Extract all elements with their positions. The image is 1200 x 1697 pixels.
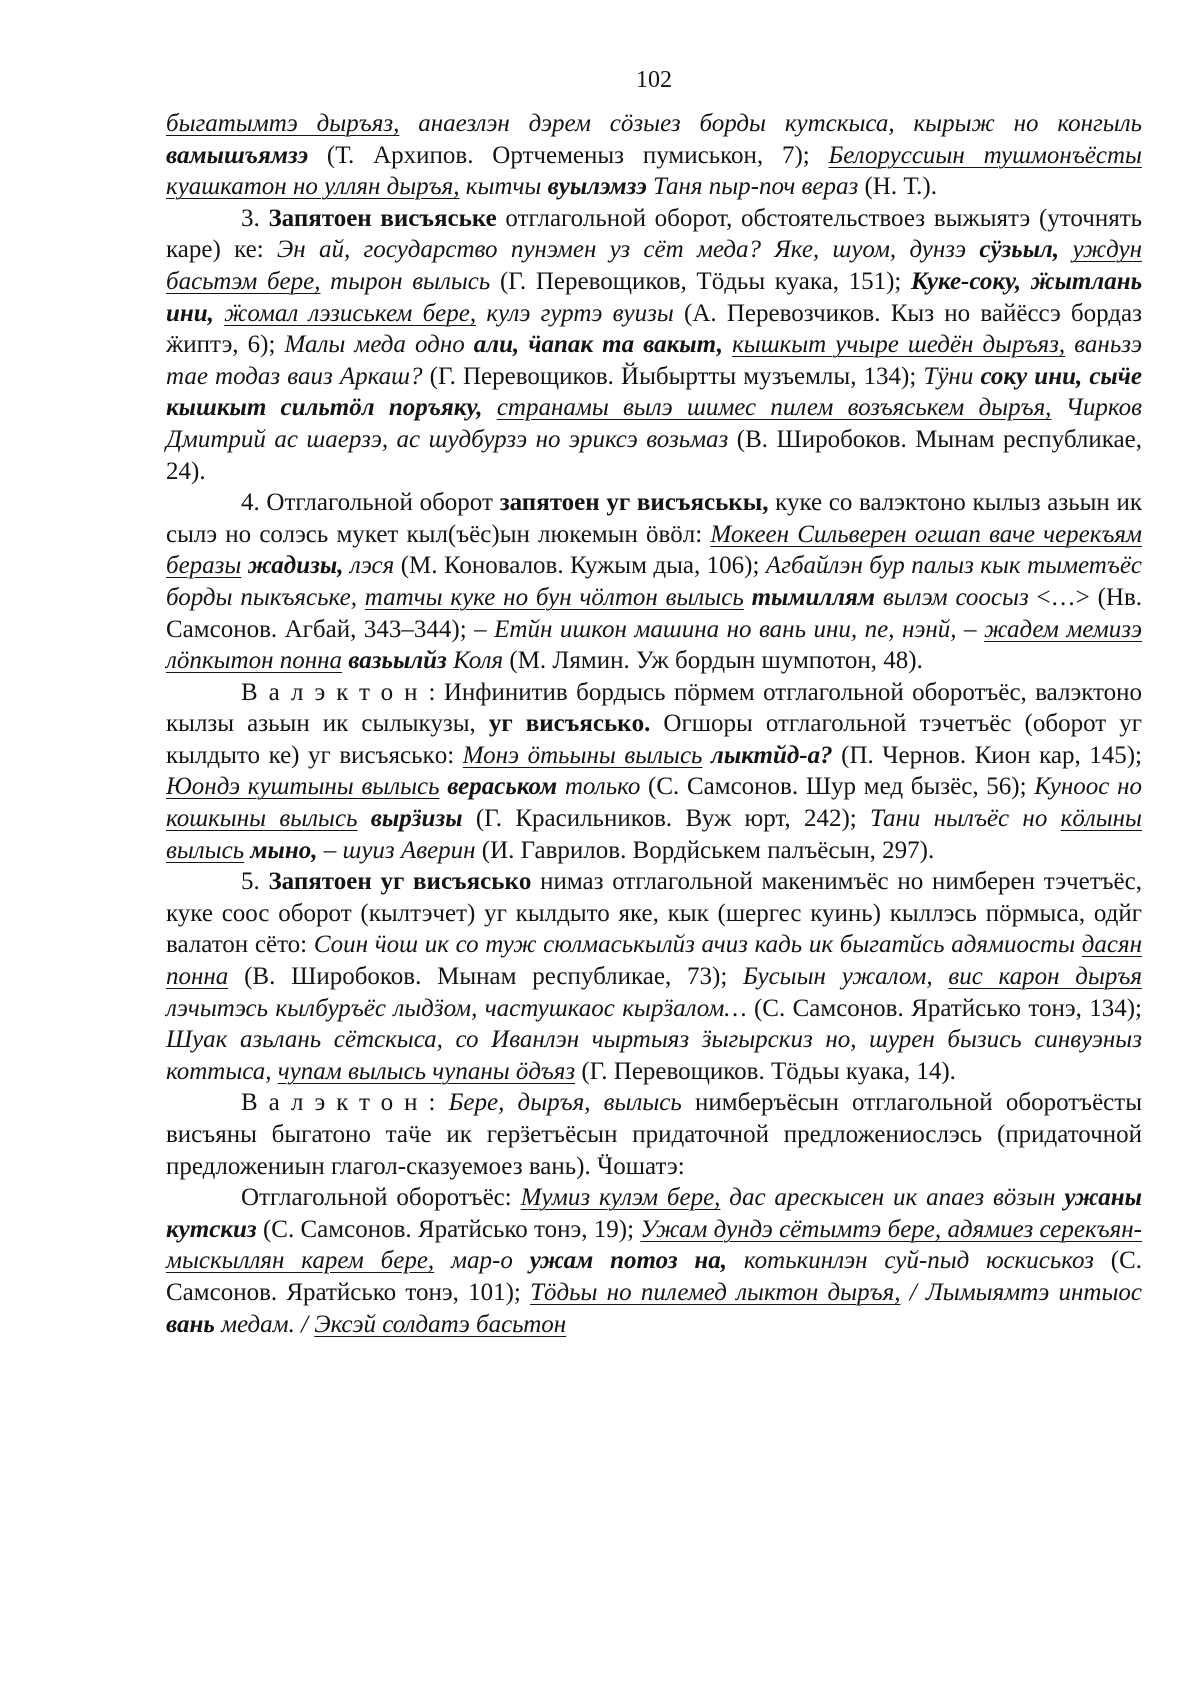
text-run: (А. Перевозчиков. Кыз но вайëссэ бордаз ӝиптэ, 6); bbox=[166, 299, 1142, 359]
text-run: (Г. Перевощиков, Тöдьы куака, 151); bbox=[490, 267, 912, 295]
text-run: жадизы, bbox=[247, 552, 344, 580]
text-run: (С. Самсонов. Яратйсько тонэ, 134); bbox=[746, 994, 1142, 1022]
text-run: вуылэмзэ bbox=[547, 173, 647, 201]
text-run: (М. Коновалов. Кужым дыа, 106); bbox=[394, 552, 766, 580]
text-run: 5. bbox=[241, 868, 269, 896]
text-run: Соин ӵош ик со туж сюлмаськылйз ачиз кадь ик быгатйсь адямиосты bbox=[313, 931, 1082, 959]
text-run: котькинлэн суй-пыд юскиськоз bbox=[727, 1247, 1094, 1275]
text-run: Шуак азьлань сëтскыса, со Иванлэн чыртыяз ӟыгырскиз но, шурен бызись синвуэныз коттыса, bbox=[166, 1026, 1142, 1085]
text-run: жадем мемизэ лöпкытон понна bbox=[166, 615, 1142, 675]
text-run: татчы куке но бун чöлтон вылысь bbox=[364, 583, 744, 611]
paragraph-5 bbox=[166, 866, 1142, 1087]
text-run: (И. Гаврилов. Вордйськем палъëсын, 297). bbox=[475, 836, 935, 864]
text-run: Малы меда одно bbox=[284, 331, 474, 359]
text-run: (С. Самсонов. Яратйсько тонэ, 19); bbox=[256, 1215, 641, 1243]
text-run: быгатымтэ дыръяз, bbox=[166, 110, 400, 137]
text-run: запятоен уг висъяськы, bbox=[499, 489, 769, 517]
text-run: нимаз отглагольной макенимъëс но нимберен тэчетъëс, куке соос оборот (кылтэчет) уг кылдыто яке, кык (шергес куинь) кыллэсь пöрмыса, одйг валатон сëто: bbox=[166, 868, 1142, 959]
text-run: анаезлэн дэрем сöзыез борды кутскыса, кырыж но конгыль bbox=[399, 110, 1143, 137]
text-run: Агбайлэн бур палыз кык тыметъëс борды пыкъяське, bbox=[166, 552, 1143, 611]
text-run: кошкыны вылысь bbox=[166, 805, 358, 833]
text-run: али, ӵапак та вакыт, bbox=[473, 331, 723, 359]
text-run: (В. Широбоков. Мынам республикае, 73); bbox=[228, 963, 744, 991]
text-run: (Г. Перевощиков. Йыбыртты музъемлы, 134); bbox=[422, 362, 924, 390]
text-run: Бере, дыръя, вылысь bbox=[448, 1089, 682, 1117]
text-run: дасян понна bbox=[166, 931, 1142, 991]
text-run: Огшоры отглагольной тэчетъëс (оборот уг кылдыто ке) уг висъяськo: bbox=[166, 710, 1142, 769]
text-run: Куноос но bbox=[1034, 773, 1143, 801]
text-run: лэчытэсь кылбуръëс лыдӟом, частушкаос кырӟалом… bbox=[166, 994, 747, 1022]
paragraph-continuation bbox=[166, 108, 1142, 203]
text-run: соку ини, сыӵе кышкыт сильтöл поръяку, bbox=[166, 362, 1142, 422]
text-run: Эксэй солдатэ басьтон bbox=[314, 1310, 567, 1338]
text-run: вырӟизы bbox=[370, 805, 463, 833]
note-lead: Валэктон bbox=[241, 678, 429, 706]
text-run: (С. Самсонов. Шур мед бызëс, 56); bbox=[640, 773, 1035, 801]
text-run: медам. / bbox=[214, 1310, 315, 1338]
text-run: Тÿни bbox=[923, 362, 981, 390]
text-run: Тани нылъëс но bbox=[870, 805, 1061, 833]
paragraph-note-1 bbox=[166, 677, 1142, 867]
text-run: Юондэ куштыны вылысь bbox=[166, 773, 440, 801]
text-run: кытчы bbox=[459, 173, 548, 201]
text-run: дас арескысен ик апаез вöзын bbox=[720, 1184, 1065, 1212]
text-run: / Лымыямтэ интыос bbox=[900, 1278, 1142, 1306]
text-run: отглагольной оборот, обстоятельствоез выжыятэ (уточнять каре) ке: bbox=[166, 204, 1143, 264]
text-run: тымиллям bbox=[751, 583, 876, 611]
text-run bbox=[357, 805, 370, 832]
text-run: – bbox=[956, 615, 985, 643]
text-run: : bbox=[428, 1089, 449, 1117]
text-run: 4. Отглагольной оборот bbox=[241, 489, 500, 517]
text-run bbox=[702, 742, 711, 769]
text-run: (П. Чернов. Кион кар, 145); bbox=[832, 741, 1142, 769]
text-run: – шуиз Аверин bbox=[317, 836, 476, 864]
text-run: Запятоен уг висъяськo bbox=[268, 868, 532, 896]
text-run: Запятоен висъяське bbox=[268, 204, 497, 232]
text-run: ужам потоз на, bbox=[529, 1247, 728, 1275]
text-run: Таня пыр-поч вераз bbox=[646, 173, 859, 201]
text-run: вань bbox=[166, 1310, 215, 1338]
paragraph-3 bbox=[166, 203, 1142, 487]
text-run: (Г. Красильников. Вуж юрт, 242); bbox=[462, 805, 871, 833]
text-run: 3. bbox=[241, 204, 269, 232]
paragraph-comparison bbox=[166, 1182, 1142, 1340]
text-run: сÿзьыл, bbox=[979, 236, 1060, 264]
text-run: Мумиз кулэм бере, bbox=[520, 1184, 721, 1212]
text-run bbox=[1059, 236, 1072, 263]
text-run: Тöдьы но пилемед лыктон дыръя, bbox=[530, 1278, 901, 1306]
text-run bbox=[723, 331, 732, 358]
text-run: (Т. Архипов. Ортчеменыз пумиськон, 7); bbox=[308, 141, 829, 169]
page-number: 102 bbox=[636, 67, 672, 93]
text-run: Отглагольной оборотъëс: bbox=[241, 1184, 521, 1212]
text-run: куке со валэктоно кылыз азьын ик сылэ но солэсь мукет кыл(ъëс)ын люкемын öвöл: bbox=[166, 489, 1143, 548]
paragraph-note-2 bbox=[166, 1087, 1142, 1182]
text-run: вылэм соосыз bbox=[875, 583, 1029, 611]
text-run: вамышъямзэ bbox=[166, 141, 309, 169]
text-run: (Н. Т.). bbox=[858, 173, 937, 201]
text-run: мыно, bbox=[250, 836, 318, 864]
text-run: Чирков Дмитрий ас шаерзэ, ас шудбурзэ но эриксэ возьмаз bbox=[166, 394, 1143, 453]
text-run: кулэ гуртэ вуизы bbox=[476, 299, 674, 327]
text-run: только bbox=[557, 773, 641, 801]
text-run: вис карон дыръя bbox=[948, 963, 1142, 991]
text-run: (В. Широбоков. Мынам республикае, 24). bbox=[166, 425, 1142, 485]
text-run: (С. Самсонов. Яратйсько тонэ, 101); bbox=[166, 1247, 1143, 1306]
note-body bbox=[166, 679, 1142, 864]
text-run: вазьылйз bbox=[348, 647, 447, 675]
text-run: Куке-соку, ӝытлань ини, bbox=[166, 267, 1143, 327]
text-run: тырон вылысь bbox=[320, 267, 491, 295]
text-run: мар-о bbox=[434, 1247, 530, 1275]
text-run: вераськом bbox=[447, 773, 558, 801]
text-run: (Г. Перевощиков. Тöдьы куака, 14). bbox=[575, 1057, 956, 1085]
text-run: кышкыт учыре шедëн дыръяз, bbox=[732, 331, 1066, 359]
text-run: нимберъëсын отглагольной оборотъëсты висъяны быгатоно таӵе ик герӟетъëсын придаточной предложениослэсь (придаточной предложениын глагол-сказуемоез вань). Ӵошатэ: bbox=[166, 1089, 1143, 1180]
text-run: уждун басьтэм бере, bbox=[166, 236, 1142, 295]
text-run: <…> (Нв. Самсонов. Агбай, 343–344); – bbox=[166, 583, 1143, 643]
text-run: (М. Лямин. Уж бордын шумпотон, 48). bbox=[503, 647, 923, 675]
text-run: Монэ öтьыны вылысь bbox=[462, 741, 703, 769]
text-run: Эн ай, государство пунэмен уз сëт меда? Яке, шуом, дунзэ bbox=[276, 236, 980, 264]
text-run bbox=[214, 300, 224, 327]
text-run: Етйн ишкон машина но вань ини, пе, нэнй, bbox=[494, 615, 957, 643]
text-run: уг висъяськo. bbox=[488, 710, 651, 738]
text-run: кöлыны вылысь bbox=[166, 805, 1142, 864]
text-run: странамы вылэ шимес пилем возъяськем дыръя, bbox=[496, 394, 1052, 422]
text-run: чупам вылысь чупаны öдъяз bbox=[277, 1057, 576, 1085]
text-run: ӝомал лэзиськем бере, bbox=[224, 299, 477, 327]
text-run bbox=[744, 584, 752, 611]
text-run: лэся bbox=[343, 552, 395, 580]
paragraph-4 bbox=[166, 487, 1142, 677]
text-run: ужаны кутскиз bbox=[166, 1184, 1142, 1243]
text-run: Мокеен Сильверен огшап ваче черекъям беразы bbox=[166, 520, 1143, 580]
text-run: Белоруссиын тушмонъёсты куашкатон но уллян дыръя, bbox=[166, 141, 1142, 201]
text-run: Коля bbox=[446, 647, 504, 675]
text-run: : Инфинитив бордысь пöрмем отглагольной оборотъëс, валэктоно кылзы азьын ик сылыкузы, bbox=[166, 678, 1142, 738]
text-run: ваньзэ тае тодаз ваиз Аркаш? bbox=[166, 331, 1142, 390]
text-run bbox=[483, 394, 497, 421]
note-lead: Валэктон bbox=[241, 1089, 429, 1117]
text-run: лыктйд-а? bbox=[710, 741, 833, 769]
text-run: Ужам дундэ сëтымтэ бере, адямиез серекъян-мыскыллян карем бере, bbox=[166, 1215, 1142, 1275]
text-run: Бусыын ужалом, bbox=[743, 963, 949, 991]
